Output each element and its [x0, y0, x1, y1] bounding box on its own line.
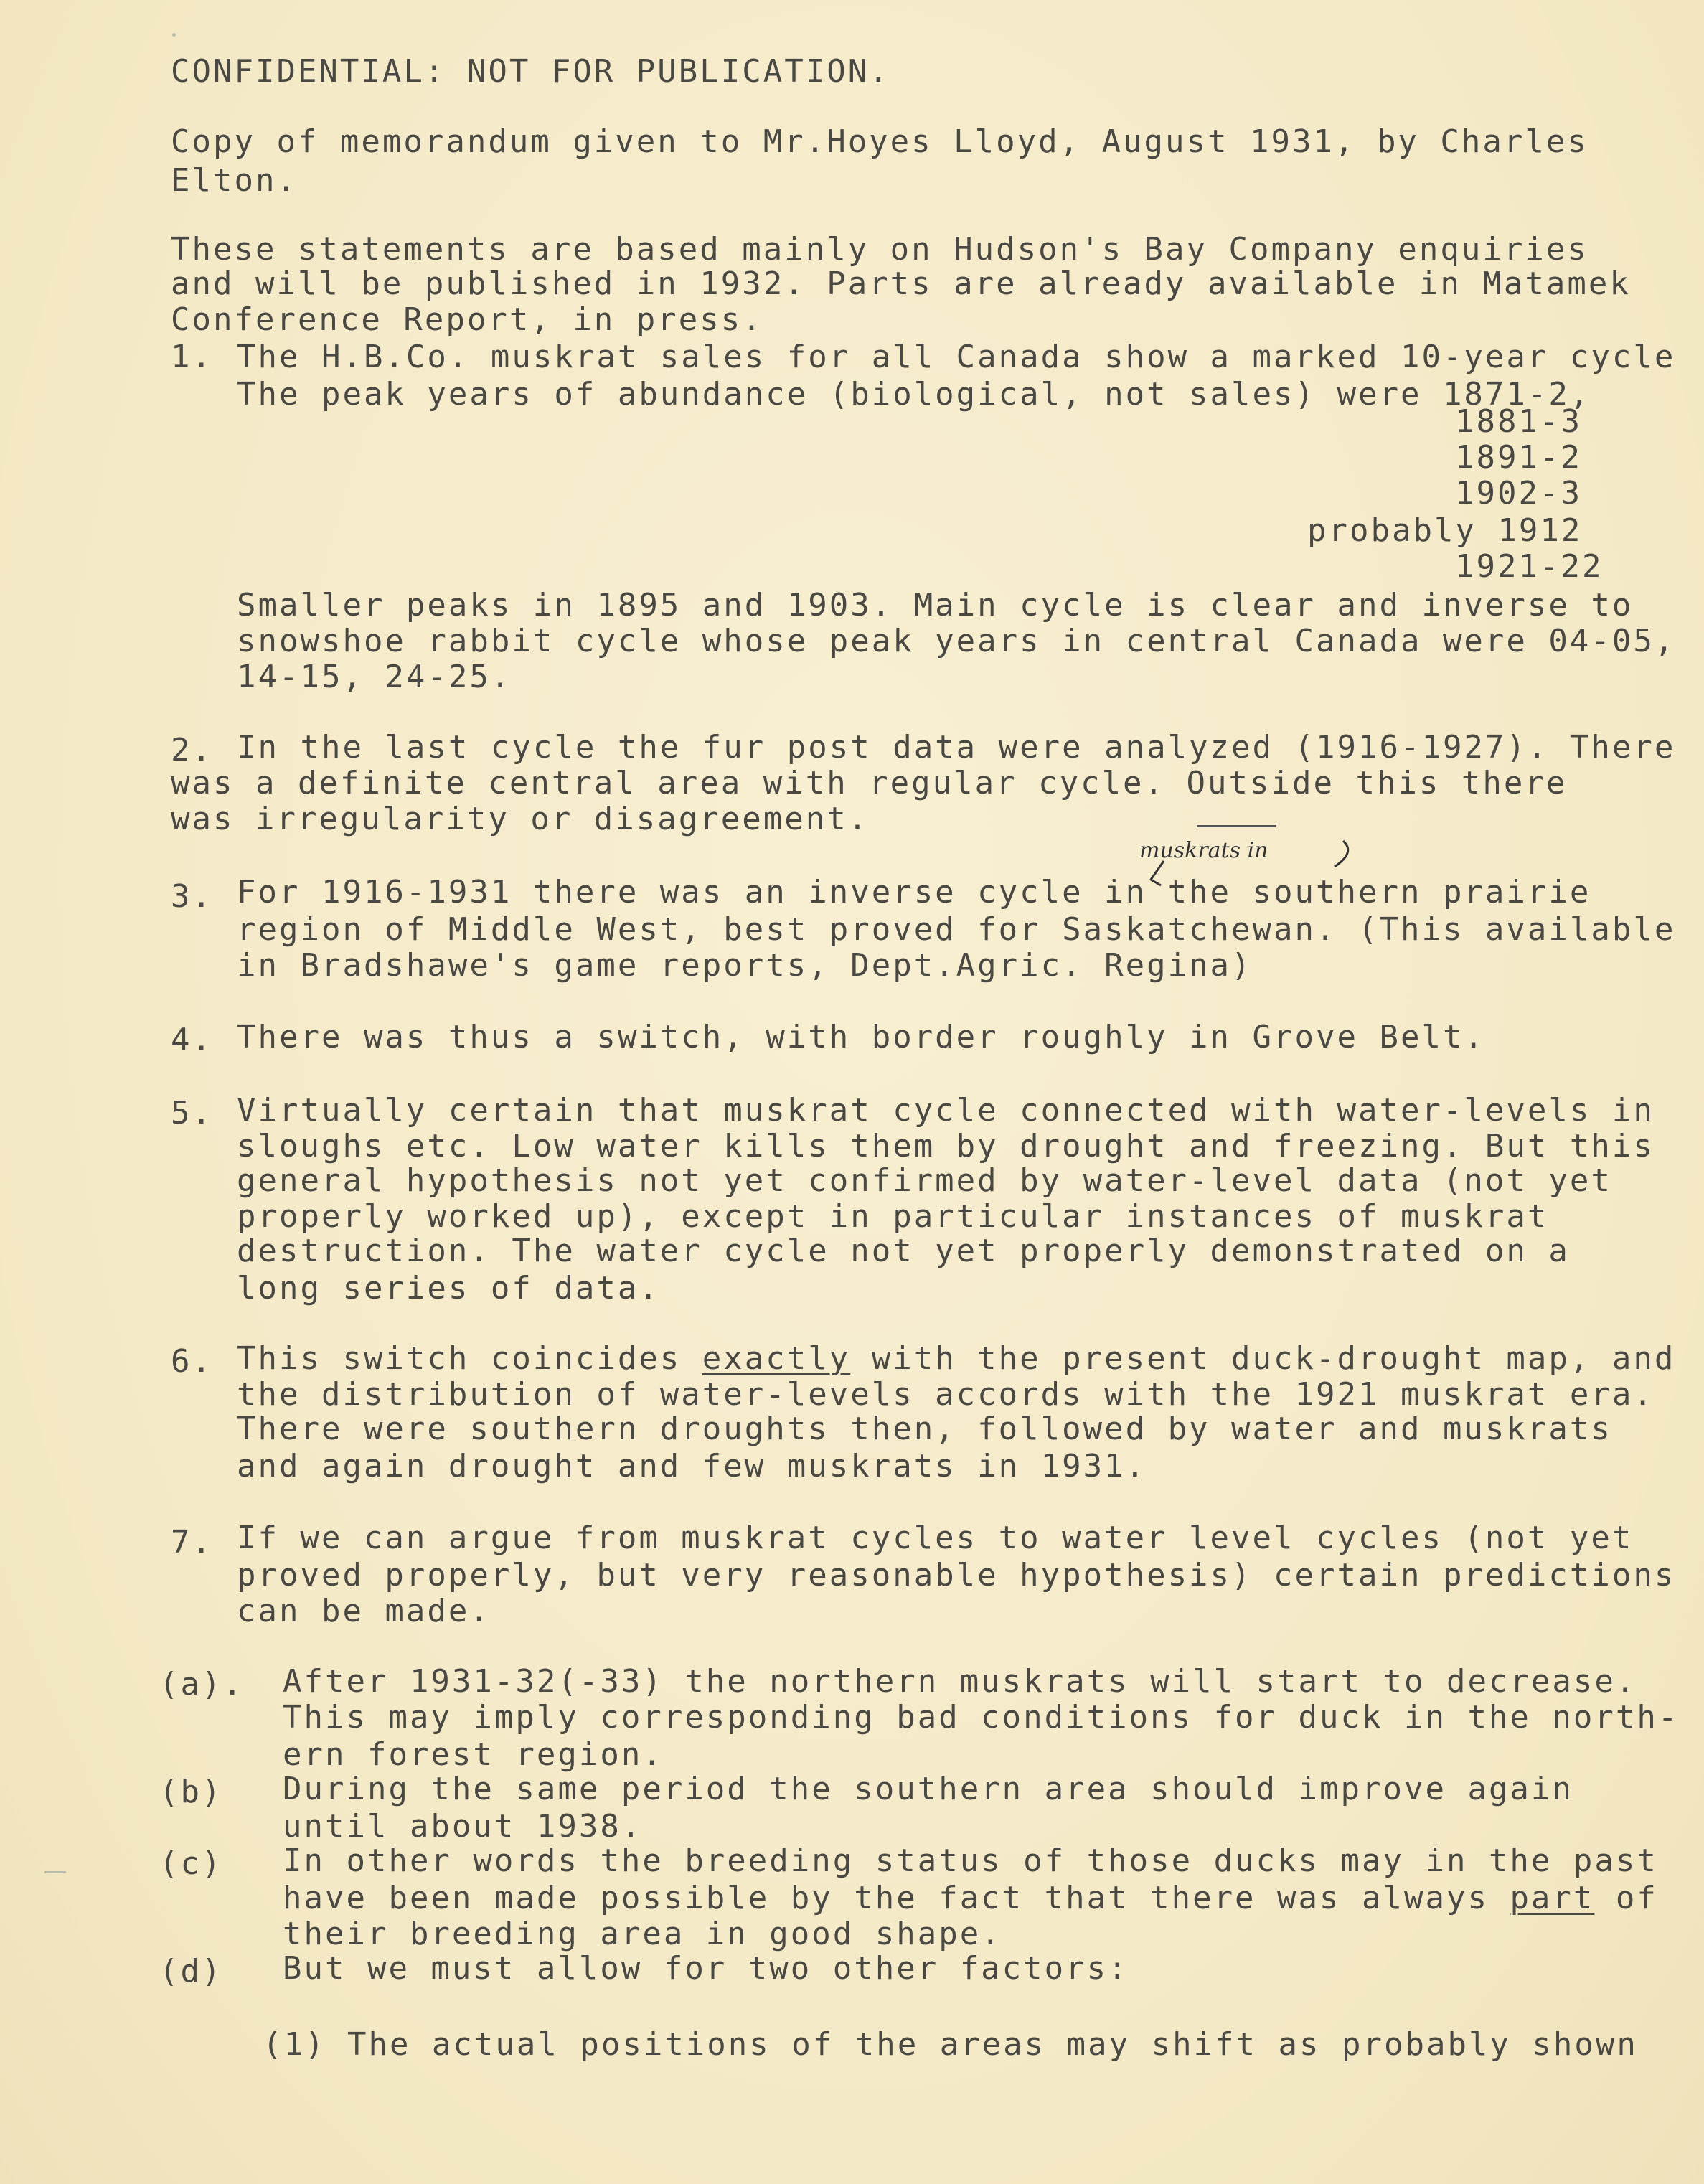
item5-line: sloughs etc. Low water kills them by drought and freezing. But this: [237, 1128, 1654, 1164]
item6-line: and again drought and few muskrats in 1931.: [237, 1448, 1147, 1484]
peak-year: 1921-22: [1455, 548, 1604, 585]
suba-line: This may imply corresponding bad conditions for duck in the north-: [283, 1699, 1680, 1736]
item7-line: proved properly, but very reasonable hypothesis) certain predictions: [237, 1557, 1676, 1594]
item-number: 5.: [171, 1095, 213, 1131]
item2-line: In the last cycle the fur post data were analyzed (1916-1927). There: [237, 729, 1676, 766]
factor-line: (1) The actual positions of the areas may shift as probably shown: [263, 2026, 1638, 2063]
item1-line: The peak years of abundance (biological, not sales) were 1871-2,: [237, 376, 1591, 413]
item3-line: For 1916-1931 there was an inverse cycle in the southern prairie: [237, 874, 1591, 910]
pen-mark: [1197, 825, 1276, 827]
preamble-line: These statements are based mainly on Hudson's Bay Company enquiries: [171, 231, 1588, 268]
sub-label: (d): [159, 1953, 223, 1990]
item6-line: This switch coincides exactly with the present duck-drought map, and: [237, 1340, 1676, 1377]
peak-year: 1881-3: [1455, 403, 1582, 440]
intro-line: Copy of memorandum given to Mr.Hoyes Lloyd, August 1931, by Charles: [171, 123, 1588, 160]
item1-line: Smaller peaks in 1895 and 1903. Main cycle is clear and inverse to: [237, 587, 1634, 623]
confidential-heading: CONFIDENTIAL: NOT FOR PUBLICATION.: [171, 53, 890, 90]
item2-line: was irregularity or disagreement.: [171, 801, 870, 837]
subb-line: until about 1938.: [283, 1808, 643, 1845]
item1-line: snowshoe rabbit cycle whose peak years in central Canada were 04-05,: [237, 623, 1676, 659]
sub-label: (b): [159, 1774, 223, 1810]
item3-line: region of Middle West, best proved for Saskatchewan. (This available: [237, 911, 1676, 948]
item7-line: can be made.: [237, 1593, 491, 1629]
intro-line: Elton.: [171, 162, 298, 199]
sub-label: (c): [159, 1845, 223, 1882]
paper-speck: [172, 33, 176, 37]
item1-line: 14-15, 24-25.: [237, 659, 512, 695]
subd-line: But we must allow for two other factors:: [283, 1950, 1129, 1987]
preamble-line: Conference Report, in press.: [171, 301, 763, 338]
subb-line: During the same period the southern area should improve again: [283, 1771, 1573, 1807]
item5-line: Virtually certain that muskrat cycle connected with water-levels in: [237, 1092, 1654, 1129]
subc-line: their breeding area in good shape.: [283, 1916, 1002, 1952]
subc-line: have been made possible by the fact that there was always part of: [283, 1880, 1658, 1916]
item-number: 1.: [171, 339, 213, 375]
handwritten-insertion: muskrats in: [1139, 838, 1268, 863]
preamble-line: and will be published in 1932. Parts are already available in Matamek: [171, 265, 1631, 302]
item-number: 3.: [171, 878, 213, 915]
item-number: 7.: [171, 1524, 213, 1561]
sub-label: (a).: [159, 1666, 244, 1703]
item4-line: There was thus a switch, with border roughly in Grove Belt.: [237, 1019, 1485, 1055]
item5-line: general hypothesis not yet confirmed by water-level data (not yet: [237, 1162, 1612, 1199]
suba-line: ern forest region.: [283, 1736, 664, 1773]
paper-mark: [44, 1871, 66, 1873]
suba-line: After 1931-32(-33) the northern muskrats will start to decrease.: [283, 1663, 1637, 1700]
peak-year: 1891-2: [1455, 439, 1582, 476]
item3-line: in Bradshawe's game reports, Dept.Agric. Regina): [237, 947, 1253, 984]
peak-year: probably 1912: [1307, 512, 1583, 549]
item5-line: destruction. The water cycle not yet properly demonstrated on a: [237, 1233, 1570, 1269]
item-number: 4.: [171, 1022, 213, 1058]
item5-line: properly worked up), except in particular instances of muskrat: [237, 1198, 1549, 1235]
item1-line: The H.B.Co. muskrat sales for all Canada show a marked 10-year cycle: [237, 339, 1676, 375]
item2-line: was a definite central area with regular cycle. Outside this there: [171, 765, 1568, 801]
item-number: 6.: [171, 1343, 213, 1380]
item-number: 2.: [171, 732, 213, 768]
subc-line: In other words the breeding status of those ducks may in the past: [283, 1842, 1658, 1879]
item7-line: If we can argue from muskrat cycles to water level cycles (not yet: [237, 1520, 1634, 1556]
item6-line: There were southern droughts then, followed by water and muskrats: [237, 1411, 1612, 1447]
item5-line: long series of data.: [237, 1270, 660, 1307]
item6-line: the distribution of water-levels accords with the 1921 muskrat era.: [237, 1376, 1654, 1413]
peak-year: 1902-3: [1455, 475, 1582, 512]
